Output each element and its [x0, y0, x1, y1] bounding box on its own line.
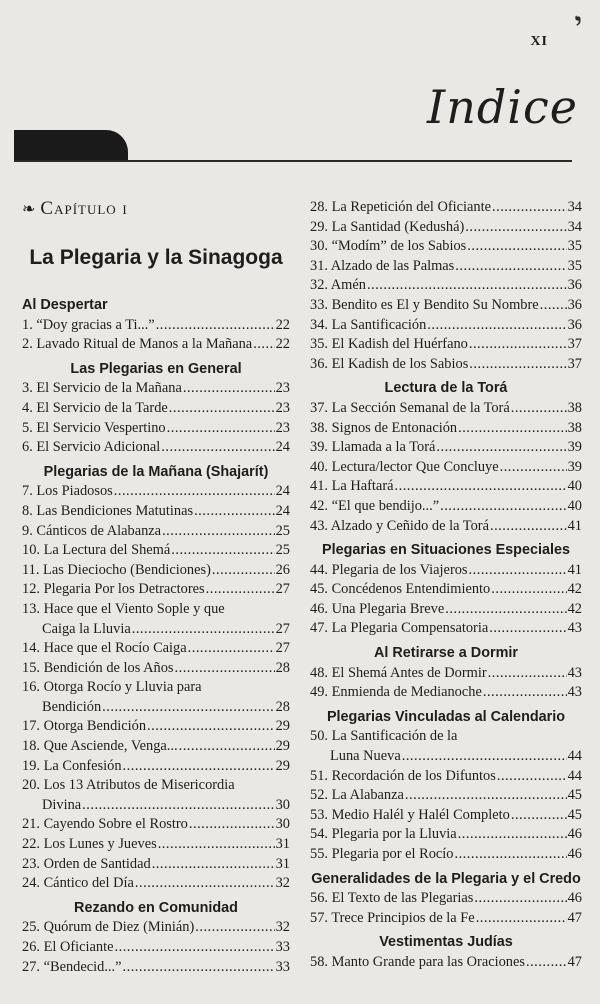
toc-entry-title: 29. La Santidad (Kedushá): [310, 218, 465, 235]
toc-entry[interactable]: [22, 399, 290, 419]
dot-leader: [492, 198, 567, 218]
toc-entry-title: 40. Lectura/lector Que Concluye: [310, 458, 499, 475]
toc-entry-title: 55. Plegaria por el Rocío: [310, 846, 454, 862]
toc-entry-title-line2: Luna Nueva: [330, 748, 401, 765]
dot-leader: [469, 335, 567, 355]
toc-entry-page: 23: [275, 399, 290, 416]
toc-entry-page: 37: [567, 355, 582, 372]
toc-entry[interactable]: [310, 767, 582, 787]
toc-entry-page: 46: [567, 846, 582, 862]
toc-entry-title: 24. Cántico del Día: [22, 875, 134, 892]
dot-leader: [476, 909, 567, 929]
dot-leader: [454, 845, 566, 865]
dot-leader: [132, 620, 275, 640]
toc-entry-title: 41. La Haftará: [310, 478, 394, 495]
toc-entry-line2: [22, 620, 290, 640]
toc-entry[interactable]: [22, 541, 290, 561]
toc-entry-page: 43: [567, 664, 582, 681]
toc-entry-title: 52. La Alabanza: [310, 787, 404, 804]
toc-entry-page: 40: [567, 497, 582, 514]
toc-entry-page: 31: [275, 855, 290, 872]
toc-entry-page: 26: [275, 561, 290, 578]
toc-entry-page: 39: [567, 439, 582, 456]
section-heading: Plegarias de la Mañana (Shajarít): [43, 463, 269, 480]
toc-entry-title: 6. El Servicio Adicional: [22, 439, 161, 456]
toc-entry[interactable]: [22, 918, 290, 938]
toc-entry[interactable]: [310, 257, 582, 277]
toc-entry-page: 27: [275, 620, 290, 637]
toc-entry-page: 25: [275, 542, 290, 559]
toc-entry[interactable]: [310, 806, 582, 826]
toc-entry-title: 9. Cánticos de Alabanza: [22, 522, 162, 539]
toc-entry-page: 22: [275, 316, 290, 333]
toc-entry[interactable]: [310, 517, 582, 537]
toc-entry[interactable]: [310, 619, 582, 639]
toc-entry-title: 43. Alzado y Ceñido de la Torá: [310, 517, 489, 534]
dot-leader: [167, 419, 275, 439]
dot-leader: [206, 580, 275, 600]
toc-entry[interactable]: [310, 399, 582, 419]
toc-entry-title-line1: 50. La Santificación de la: [310, 728, 458, 745]
toc-entry[interactable]: [310, 889, 582, 909]
toc-entry-page: 33: [275, 958, 290, 975]
toc-entry-title: 26. El Oficiante: [22, 939, 114, 955]
toc-entry-page: 27: [275, 581, 290, 598]
dot-leader: [135, 874, 275, 894]
toc-entry-title: 18. Que Asciende, Venga...: [22, 738, 178, 755]
toc-entry-title: 4. El Servicio de la Tarde: [22, 399, 168, 416]
toc-entry[interactable]: [22, 438, 290, 458]
toc-entry-title: 45. Concédenos Entendimiento: [310, 581, 491, 598]
dot-leader: [491, 580, 566, 600]
dot-leader: [114, 482, 275, 502]
toc-entry[interactable]: [310, 909, 582, 929]
title-tab-decoration: [14, 130, 128, 162]
toc-entry-page: 43: [567, 620, 582, 637]
toc-entry[interactable]: [22, 482, 290, 502]
dot-leader: [488, 664, 567, 684]
toc-entry[interactable]: [22, 757, 290, 777]
toc-entry-title: 56. El Texto de las Plegarias: [310, 890, 474, 907]
toc-entry[interactable]: [310, 218, 582, 238]
toc-entry-line2: [22, 796, 290, 816]
section-heading: Rezando en Comunidad: [74, 899, 238, 916]
toc-entry-page: 46: [567, 826, 582, 843]
dot-leader: [183, 379, 275, 399]
dot-leader: [467, 237, 566, 257]
toc-entry-title: 37. La Sección Semanal de la Torá: [310, 399, 510, 416]
toc-entry-page: 32: [275, 919, 290, 936]
toc-entry-title: 5. El Servicio Vespertino: [22, 419, 166, 436]
toc-entry-page: 29: [275, 718, 290, 735]
dot-leader: [455, 257, 566, 277]
toc-entry-page: 28: [275, 698, 290, 715]
dot-leader: [123, 757, 275, 777]
toc-entry-title: 38. Signos de Entonación: [310, 419, 458, 436]
toc-entry[interactable]: [22, 639, 290, 659]
toc-entry-page: 36: [567, 296, 582, 313]
section-heading: Plegarias Vinculadas al Calendario: [326, 708, 566, 725]
dot-leader: [189, 815, 275, 835]
toc-entry-title: 17. Otorga Bendición: [22, 718, 147, 735]
dot-leader: [500, 458, 567, 478]
toc-entry[interactable]: [22, 874, 290, 894]
toc-entry[interactable]: [310, 561, 582, 581]
toc-entry-title: 49. Enmienda de Medianoche: [310, 684, 482, 701]
chapter-label-text: Capítulo i: [40, 198, 128, 219]
dot-leader: [179, 737, 275, 757]
toc-entry-title: 53. Medio Halél y Halél Completo: [310, 806, 510, 823]
dot-leader: [540, 296, 567, 316]
toc-entry-page: 32: [275, 875, 290, 892]
index-title: Indice: [427, 80, 578, 134]
dot-leader: [490, 517, 567, 537]
toc-entry-page: 28: [275, 659, 290, 676]
toc-entry-page: 43: [567, 684, 582, 701]
title-rule: [14, 160, 572, 162]
toc-entry-title: 48. El Shemá Antes de Dormir: [310, 664, 487, 681]
toc-entry-page: 23: [275, 419, 290, 436]
toc-left-column: [22, 296, 290, 977]
section-heading: Al Despertar: [22, 297, 108, 313]
toc-entry[interactable]: [310, 316, 582, 336]
toc-entry-page: 42: [567, 581, 582, 598]
toc-entry[interactable]: [22, 659, 290, 679]
dot-leader: [395, 477, 567, 497]
toc-entry-page: 35: [567, 238, 582, 255]
toc-entry[interactable]: [22, 419, 290, 439]
toc-entry-page: 41: [567, 561, 582, 578]
toc-entry-page: 24: [275, 483, 290, 500]
hebrew-letter: י: [574, 6, 582, 39]
toc-entry[interactable]: [22, 938, 290, 958]
toc-entry[interactable]: [22, 316, 290, 336]
toc-entry[interactable]: [310, 825, 582, 845]
toc-entry-title: 36. El Kadish de los Sabios: [310, 355, 469, 372]
toc-entry-page: 30: [275, 796, 290, 813]
toc-entry-page: 36: [567, 316, 582, 333]
dot-leader: [82, 796, 274, 816]
section-heading: Plegarias en Situaciones Especiales: [322, 542, 570, 559]
toc-entry-title: 44. Plegaria de los Viajeros: [310, 561, 468, 578]
toc-entry-page: 24: [275, 502, 290, 519]
page-number: XI: [530, 34, 548, 49]
dot-leader: [162, 522, 275, 542]
toc-entry[interactable]: [310, 845, 582, 865]
toc-entry[interactable]: [310, 276, 582, 296]
toc-entry[interactable]: [310, 600, 582, 620]
toc-entry-title: 51. Recordación de los Difuntos: [310, 767, 496, 784]
section-heading: Lectura de la Torá: [384, 380, 508, 397]
toc-entry-page: 41: [567, 517, 582, 534]
toc-entry-page: 40: [567, 478, 582, 495]
toc-entry-title: 31. Alzado de las Palmas: [310, 257, 455, 274]
toc-entry-title-line2: Bendición: [42, 698, 102, 715]
toc-entry-title: 12. Plegaria Por los Detractores: [22, 581, 205, 598]
toc-entry[interactable]: [310, 198, 582, 218]
dot-leader: [458, 825, 567, 845]
toc-entry-title: 35. El Kadish del Huérfano: [310, 336, 468, 353]
dot-leader: [195, 918, 274, 938]
toc-entry-line2: [310, 747, 582, 767]
toc-entry[interactable]: [310, 664, 582, 684]
toc-entry[interactable]: [22, 776, 290, 815]
toc-entry-title: 28. La Repetición del Oficiante: [310, 199, 492, 215]
dot-leader: [169, 399, 275, 419]
toc-entry[interactable]: [310, 786, 582, 806]
toc-entry-page: 46: [567, 890, 582, 907]
dot-leader: [469, 355, 566, 375]
toc-entry[interactable]: [310, 237, 582, 257]
toc-entry[interactable]: [310, 953, 582, 973]
toc-entry-page: 38: [567, 419, 582, 436]
toc-entry-title: 19. La Confesión: [22, 757, 122, 774]
dot-leader: [497, 767, 567, 787]
toc-entry-page: 27: [275, 640, 290, 657]
toc-entry-title: 23. Orden de Santidad: [22, 855, 151, 872]
toc-entry-page: 22: [275, 336, 290, 353]
toc-entry-title: 39. Llamada a la Torá: [310, 439, 436, 456]
toc-right-column: [310, 198, 582, 973]
toc-entry[interactable]: [22, 580, 290, 600]
toc-entry[interactable]: [310, 419, 582, 439]
dot-leader: [188, 639, 275, 659]
toc-entry[interactable]: [310, 727, 582, 766]
toc-entry-title: 1. “Doy gracias a Ti...”: [22, 316, 155, 333]
dot-leader: [445, 600, 566, 620]
toc-entry-page: 29: [275, 757, 290, 774]
dot-leader: [458, 419, 567, 439]
dot-leader: [147, 717, 275, 737]
toc-entry[interactable]: [22, 958, 290, 978]
toc-entry-title: 25. Quórum de Diez (Minián): [22, 919, 195, 936]
toc-entry-page: 39: [567, 458, 582, 475]
toc-entry-page: 36: [567, 277, 582, 294]
dot-leader: [511, 399, 567, 419]
dot-leader: [367, 276, 567, 296]
dot-leader: [405, 786, 567, 806]
dot-leader: [402, 747, 567, 767]
toc-entry-page: 45: [567, 806, 582, 823]
toc-entry-title: 22. Los Lunes y Jueves: [22, 836, 157, 853]
dot-leader: [440, 497, 567, 517]
section-heading: Las Plegarias en General: [70, 360, 242, 377]
toc-entry-title: 47. La Plegaria Compensatoria: [310, 620, 489, 637]
toc-entry-page: 47: [567, 953, 582, 970]
dot-leader: [175, 659, 275, 679]
toc-entry-title: 14. Hace que el Rocío Caiga: [22, 640, 187, 657]
toc-entry[interactable]: [22, 737, 290, 757]
section-heading: Generalidades de la Plegaria y el Credo: [311, 870, 581, 887]
dot-leader: [489, 619, 566, 639]
dot-leader: [474, 889, 566, 909]
dot-leader: [123, 958, 275, 978]
toc-entry-title: 58. Manto Grande para las Oraciones: [310, 953, 525, 970]
toc-entry-title-line1: 20. Los 13 Atributos de Misericordia: [22, 777, 235, 794]
toc-entry-title: 42. “El que bendijo...”: [310, 497, 440, 514]
toc-entry[interactable]: [22, 600, 290, 639]
dot-leader: [152, 855, 275, 875]
dot-leader: [194, 502, 275, 522]
dot-leader: [427, 316, 566, 336]
toc-entry-page: 44: [567, 748, 582, 765]
toc-entry[interactable]: [22, 522, 290, 542]
dot-leader: [469, 561, 567, 581]
toc-entry-page: 44: [567, 767, 582, 784]
toc-entry-title-line1: 13. Hace que el Viento Sople y que: [22, 600, 225, 617]
toc-entry-title: 46. Una Plegaria Breve: [310, 600, 445, 617]
toc-entry-title: 8. Las Bendiciones Matutinas: [22, 502, 194, 519]
dot-leader: [511, 806, 567, 826]
section-heading: Vestimentas Judías: [379, 934, 513, 951]
toc-entry-page: 42: [567, 600, 582, 617]
toc-entry-page: 38: [567, 399, 582, 416]
toc-entry-page: 24: [275, 439, 290, 456]
toc-entry[interactable]: [22, 561, 290, 581]
toc-entry-title-line1: 16. Otorga Rocío y Lluvia para: [22, 679, 202, 696]
section-heading: Al Retirarse a Dormir: [374, 645, 518, 662]
toc-entry-page: 45: [567, 787, 582, 804]
toc-entry-page: 31: [275, 836, 290, 853]
toc-entry-title-line2: Divina: [42, 796, 82, 813]
dot-leader: [526, 953, 567, 973]
toc-entry-page: 30: [275, 816, 290, 833]
toc-entry-title: 2. Lavado Ritual de Manos a la Mañana: [22, 336, 253, 353]
toc-entry-title-line2: Caiga la Lluvia: [42, 620, 131, 637]
toc-entry-page: 29: [275, 738, 290, 755]
toc-entry-page: 25: [275, 522, 290, 539]
dot-leader: [436, 438, 566, 458]
toc-entry-page: 37: [567, 336, 582, 353]
toc-entry-title: 32. Amén: [310, 277, 366, 294]
toc-entry[interactable]: [310, 355, 582, 375]
toc-entry-title: 54. Plegaria por la Lluvia: [310, 826, 457, 843]
toc-entry[interactable]: [310, 683, 582, 703]
toc-entry[interactable]: [22, 855, 290, 875]
dot-leader: [158, 835, 275, 855]
toc-entry-line2: [22, 698, 290, 718]
toc-entry[interactable]: [310, 497, 582, 517]
toc-entry[interactable]: [22, 379, 290, 399]
toc-entry-title: 34. La Santificación: [310, 316, 427, 333]
dot-leader: [115, 938, 275, 958]
toc-entry-page: 23: [275, 380, 290, 397]
toc-entry-title: 27. “Bendecid...”: [22, 958, 122, 975]
toc-entry[interactable]: [310, 296, 582, 316]
toc-entry-title: 10. La Lectura del Shemá: [22, 542, 171, 559]
toc-entry-page: 33: [275, 939, 290, 955]
dot-leader: [161, 438, 274, 458]
toc-entry[interactable]: [22, 815, 290, 835]
toc-entry-title: 33. Bendito es El y Bendito Su Nombre: [310, 296, 539, 313]
dot-leader: [171, 541, 274, 561]
chapter-label: [22, 198, 128, 220]
dot-leader: [102, 698, 274, 718]
toc-entry[interactable]: [22, 335, 290, 355]
toc-entry-page: 35: [567, 257, 582, 274]
toc-entry[interactable]: [22, 678, 290, 717]
dot-leader: [465, 218, 566, 238]
toc-entry[interactable]: [310, 438, 582, 458]
dot-leader: [483, 683, 567, 703]
chapter-title: La Plegaria y la Sinagoga: [29, 246, 283, 269]
toc-entry-title: 11. Las Dieciocho (Bendiciones): [22, 561, 211, 578]
toc-entry-title: 30. “Modím” de los Sabios: [310, 238, 467, 255]
fleuron-icon: ❧: [22, 201, 37, 218]
toc-entry[interactable]: [22, 502, 290, 522]
toc-entry-page: 34: [567, 218, 582, 235]
toc-entry-title: 15. Bendición de los Años: [22, 659, 174, 676]
toc-entry-title: 7. Los Piadosos: [22, 483, 113, 500]
toc-entry[interactable]: [310, 477, 582, 497]
toc-entry-title: 3. El Servicio de la Mañana: [22, 380, 182, 397]
dot-leader: [212, 561, 275, 581]
toc-entry[interactable]: [310, 580, 582, 600]
dot-leader: [156, 316, 275, 336]
toc-entry-title: 21. Cayendo Sobre el Rostro: [22, 816, 188, 833]
toc-entry[interactable]: [310, 458, 582, 478]
dot-leader: [253, 335, 274, 355]
toc-entry-title: 57. Trece Principios de la Fe: [310, 909, 475, 926]
toc-entry[interactable]: [22, 835, 290, 855]
toc-entry-page: 34: [567, 199, 582, 215]
toc-entry[interactable]: [310, 335, 582, 355]
toc-entry[interactable]: [22, 717, 290, 737]
toc-entry-page: 47: [567, 909, 582, 926]
